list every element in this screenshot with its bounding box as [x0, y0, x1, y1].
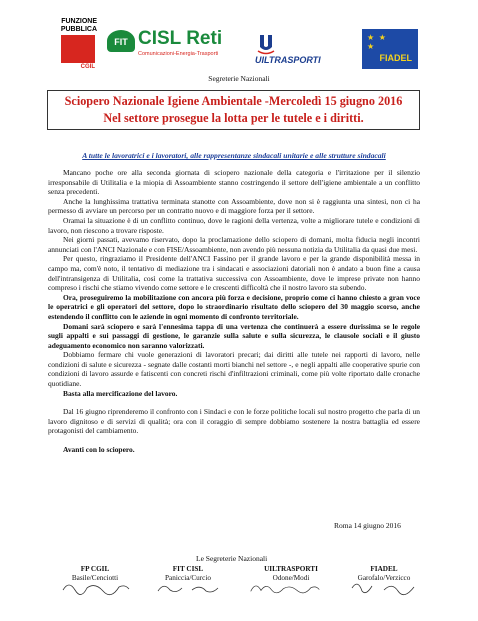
uiltrasporti-name: UILTRASPORTI [255, 55, 321, 65]
fit-badge: FIT [107, 30, 135, 52]
body-paragraph: Mancano poche ore alla seconda giornata di sciopero nazionale della categoria e l'irritazione per il silenzio irresponsabile di Utilitalia e la miopia di Assoambiente stanno costringendo il settore dell'igiene ambientale a un conflitto senza precedenti. [48, 168, 420, 197]
uiltrasporti-mark-icon [257, 33, 275, 55]
signature-org: FIADEL [370, 565, 398, 573]
fp-cgil-acronym: CGIL [80, 64, 95, 70]
signature-block [344, 565, 424, 583]
cisl-reti-name: CISL Reti [138, 28, 223, 49]
title-line-2: Nel settore prosegue la lotta per le tutele e i diritti. [103, 111, 364, 125]
document-date: Roma 14 giugno 2016 [334, 521, 401, 530]
body-paragraph: Nei giorni passati, avevamo riservato, dopo la proclamazione dello sciopero di domani, molta fiducia negli incontri annunciati con l'ANCI Nazionale e con FISE/Assoambiente, non avendo più nessuna notizia da Utilitalia da quasi due mesi. [48, 235, 420, 254]
signature-names: Basile/Cenciotti [71, 574, 119, 582]
fp-cgil-logo-text [53, 18, 97, 34]
fit-cisl-logo [107, 28, 235, 62]
handwritten-signature [152, 576, 224, 598]
segreterie-header: Segreterie Nazionali [208, 74, 270, 83]
title-line-1: Sciopero Nazionale Igiene Ambientale -Mercoledì 15 giugno 2016 [64, 94, 403, 108]
body-paragraph: Anche la lunghissima trattativa terminata stanotte con Assoambiente, dove non si è raggiunta una sintesi, non ci ha permesso di avviare un percorso per un contratto nuovo e di maggiore forza per il settore. [48, 196, 420, 216]
fp-cgil-logo [53, 18, 97, 70]
body-paragraph: Per questo, ringraziamo il Presidente dell'ANCI Fassino per il grande lavoro e per la grande disponibilità messa in campo ma, com'è noto, il tentativo di mediazione tra i sindacati e associazioni datoriali non è andato a buon fine a causa dell'intransigenza di Utilitalia, così come la trattativa successiva con Assoambiente, dove le imprese private non hanno compreso i rischi che stiamo vivendo come settore e le crescenti difficoltà che il nostro lavoro sta subendo. [48, 254, 420, 293]
fiadel-name: FIADEL [379, 53, 412, 63]
title-box [47, 90, 420, 130]
signatures-heading: Le Segreterie Nazionali [196, 554, 268, 563]
closing-line: Avanti con lo sciopero. [63, 445, 135, 455]
signature-org: FP CGIL [80, 565, 110, 573]
addressees: A tutte le lavoratrici e i lavoratori, alle rappresentanze sindacali unitarie e alle strutture sindacali [82, 151, 386, 160]
document-body [48, 168, 420, 455]
bold-paragraph: Domani sarà sciopero e sarà l'ennesima tappa di una vertenza che continuerà a essere durissima se le regole sugli appalti e sui passaggi di gestione, le garanzie sulla salute e sulla sicurezza, le clausole sociali e il giusto adeguamento economico non saranno valorizzati. [48, 321, 420, 350]
signature-org: FIT CISL [172, 565, 204, 573]
bold-paragraph: Ora, proseguiremo la mobilitazione con ancora più forza e decisione, proprio come ci hanno chiesto a gran voce le operatrici e gli operatori del settore, dopo lo straordinario risultato dello sciopero del 30 maggio scorso, anche estendendo il conflitto con le aziende in ogni momento di confronto territoriale. [48, 292, 420, 321]
uiltrasporti-logo [255, 33, 337, 67]
signature-block [55, 565, 135, 583]
fp-cgil-red-block [61, 35, 95, 63]
signature-names: Garofalo/Verzicco [357, 574, 411, 582]
fp-cgil-line1: FUNZIONE [61, 18, 97, 25]
signature-names: Paniccia/Curcio [165, 574, 211, 582]
signature-block [148, 565, 228, 583]
body-paragraph: Dal 16 giugno riprenderemo il confronto con i Sindaci e con le forze politiche locali sul nostro progetto che parla di un lavoro dignitoso e di servizi di qualità; ora con il coraggio di sempre dobbiamo sostenere la nostra battaglia ed essere protagonisti del cambiamento. [48, 407, 420, 436]
handwritten-signature [59, 576, 131, 598]
fiadel-logo [362, 29, 418, 69]
fiadel-stars-icon: ★ ★ ★ [367, 33, 387, 51]
handwritten-signature [348, 576, 420, 598]
body-paragraph: Dobbiamo fermare chi vuole generazioni di lavoratori precari; dai diritti alle tutele nei rapporti di lavoro, nelle condizioni di salute e sicurezza - segnate dalle costanti morti bianchi nel settore -, e negli appalti alle cooperative spurie con condizioni di lavoro assurde e fatiscenti con concreti rischi d'infiltrazioni criminali, come più volte riportato dalle cronache quotidiane. [48, 350, 420, 389]
signature-org: UILTRASPORTI [264, 565, 318, 573]
handwritten-signature [249, 576, 321, 598]
body-paragraph: Oramai la situazione è di un conflitto continuo, dove le ragioni della vertenza, volte a migliorare tutele e condizioni di lavoro, non riescono a trovare risposte. [48, 215, 420, 235]
signature-names: Odone/Modi [272, 574, 310, 582]
fp-cgil-line2: PUBBLICA [60, 26, 97, 33]
signature-block [245, 565, 337, 583]
cisl-subtitle: Comunicazioni-Energia-Trasporti [138, 51, 219, 57]
basta-line: Basta alla mercificazione del lavoro. [63, 388, 178, 398]
